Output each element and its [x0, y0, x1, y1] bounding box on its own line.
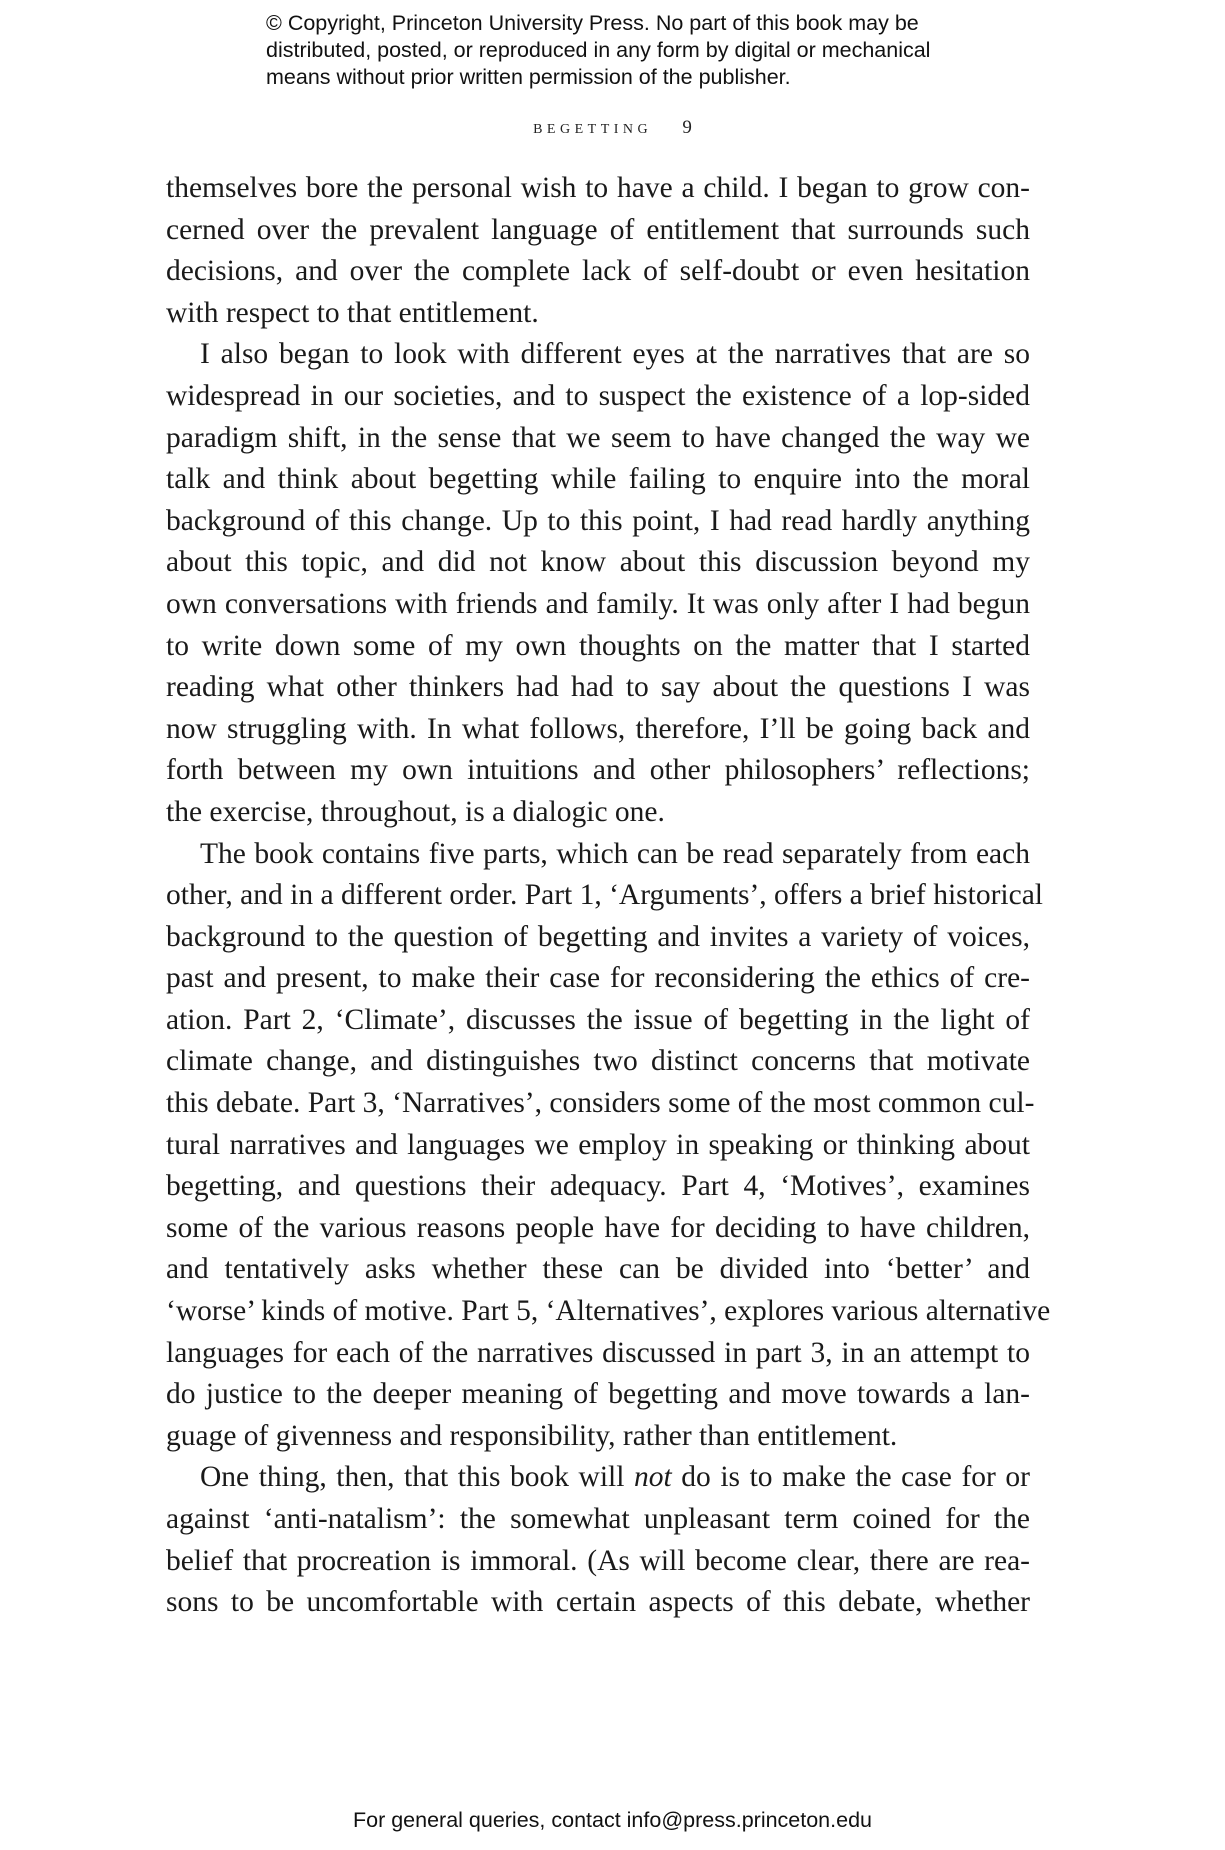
paragraph	[166, 834, 1051, 1458]
text-line: ‘worse’ kinds of motive. Part 5, ‘Alternatives’, explores various alternative	[166, 1295, 1051, 1328]
text-line: climate change, and distinguishes two distinct concerns that motivate	[166, 1045, 1030, 1078]
text-line: begetting, and questions their adequacy. Part 4, ‘Motives’, examines	[166, 1170, 1030, 1203]
text-line: I also began to look with different eyes at the narratives that are so	[200, 338, 1030, 371]
text-line: The book contains five parts, which can be read separately from each	[200, 837, 1030, 870]
paragraph	[166, 1457, 1030, 1623]
text-line: paradigm shift, in the sense that we seem to have changed the way we	[166, 421, 1030, 454]
paragraph	[166, 168, 1030, 334]
copyright-notice	[266, 10, 1026, 91]
text-line: the exercise, throughout, is a dialogic one.	[166, 795, 665, 828]
body-text	[166, 168, 1051, 1624]
text-line: past and present, to make their case for reconsidering the ethics of cre-	[166, 962, 1030, 995]
emphasis-text: not	[634, 1461, 672, 1494]
text-line: themselves bore the personal wish to have a child. I began to grow con-	[166, 172, 1030, 204]
copyright-line: © Copyright, Princeton University Press. No part of this book may be	[266, 11, 919, 35]
text-run: do is to make the case for or	[671, 1461, 1030, 1494]
text-line: and tentatively asks whether these can be divided into ‘better’ and	[166, 1253, 1030, 1286]
text-line: do justice to the deeper meaning of begetting and move towards a lan-	[166, 1378, 1030, 1411]
text-line: with respect to that entitlement.	[166, 296, 539, 329]
text-line: other, and in a different order. Part 1, ‘Arguments’, offers a brief historical	[166, 879, 1043, 912]
text-line: cerned over the prevalent language of entitlement that surrounds such	[166, 213, 1030, 246]
text-line: background of this change. Up to this point, I had read hardly anything	[166, 504, 1030, 537]
text-line: now struggling with. In what follows, therefore, I’ll be going back and	[166, 712, 1030, 745]
page-number: 9	[682, 117, 692, 138]
text-line: against ‘anti-natalism’: the somewhat unpleasant term coined for the	[166, 1503, 1030, 1535]
text-line: guage of givenness and responsibility, rather than entitlement.	[166, 1419, 898, 1452]
paragraph	[166, 334, 1030, 833]
text-line: tural narratives and languages we employ in speaking or thinking about	[166, 1128, 1030, 1161]
text-line	[166, 1457, 1030, 1499]
text-line: belief that procreation is immoral. (As will become clear, there are rea-	[166, 1544, 1030, 1577]
text-line: own conversations with friends and family. It was only after I had begun	[166, 587, 1030, 620]
text-line: sons to be uncomfortable with certain aspects of this debate, whether	[166, 1586, 1030, 1619]
text-line: languages for each of the narratives discussed in part 3, in an attempt to	[166, 1336, 1030, 1369]
text-line: this debate. Part 3, ‘Narratives’, considers some of the most common cul-	[166, 1087, 1035, 1120]
text-line: about this topic, and did not know about this discussion beyond my	[166, 546, 1030, 579]
copyright-line: distributed, posted, or reproduced in any form by digital or mechanical	[266, 38, 931, 62]
text-line: to write down some of my own thoughts on the matter that I started	[166, 629, 1030, 662]
text-line: talk and think about begetting while failing to enquire into the moral	[166, 463, 1030, 496]
text-line: widespread in our societies, and to suspect the existence of a lop-sided	[166, 379, 1030, 412]
footer-contact: For general queries, contact info@press.princeton.edu	[352, 1808, 872, 1832]
text-line: reading what other thinkers had had to say about the questions I was	[166, 671, 1030, 704]
text-line: background to the question of begetting and invites a variety of voices,	[166, 920, 1030, 953]
text-line: decisions, and over the complete lack of self-doubt or even hesitation	[166, 255, 1030, 288]
running-head	[0, 116, 1225, 139]
running-head-title: begetting	[533, 116, 653, 138]
copyright-line: means without prior written permission of the publisher.	[266, 65, 791, 89]
text-line: some of the various reasons people have for deciding to have children,	[166, 1211, 1030, 1244]
text-line: ation. Part 2, ‘Climate’, discusses the issue of begetting in the light of	[166, 1003, 1030, 1036]
text-run: One thing, then, that this book will	[200, 1461, 635, 1494]
text-line: forth between my own intuitions and other philosophers’ reflections;	[166, 754, 1030, 787]
